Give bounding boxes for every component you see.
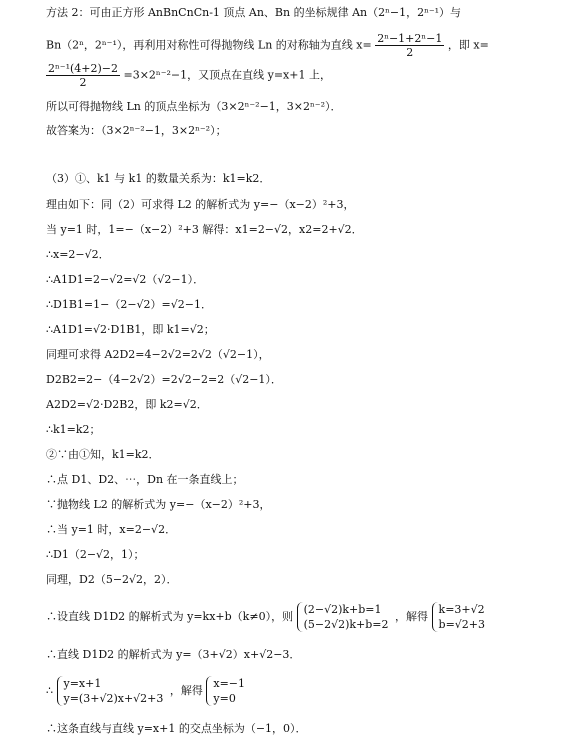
equation-system-line [46, 602, 488, 632]
text-line: ∴ [46, 684, 53, 697]
text-line: 所以可得抛物线 Ln 的顶点坐标为（3×2ⁿ⁻²−1，3×2ⁿ⁻²）． [46, 100, 342, 113]
text-line: （3）①、k1 与 k1 的数量关系为：k1=k2． [46, 172, 271, 185]
text-line: ∴A1D1=√2·D1B1，即 k1=√2； [46, 323, 215, 336]
text-line: 方法 2：可由正方形 AnBnCnCn-1 顶点 An、Bn 的坐标规律 An（2ⁿ−1，2ⁿ⁻¹）与 [46, 6, 462, 19]
equation: b=√2+3 [438, 618, 486, 631]
text-line: ∴点 D1、D2、⋯，Dn 在一条直线上； [46, 473, 244, 486]
solution-system [206, 676, 248, 706]
equation-system [297, 602, 392, 632]
equation: (5−2√2)k+b=2 [303, 618, 389, 631]
text-line: 当 y=1 时，1=−（x−2）²+3 解得：x1=2−√2，x2=2+√2． [46, 223, 363, 236]
text-line: ∴A1D1=2−√2=√2（√2−1）． [46, 273, 205, 286]
text-line: ∴D1B1=1−（2−√2）=√2−1． [46, 298, 212, 311]
text-line: 理由如下：同（2）可求得 L2 的解析式为 y=−（x−2）²+3， [46, 198, 355, 211]
text-line: 同理可求得 A2D2=4−2√2=2√2（√2−1）， [46, 348, 270, 361]
text-line: ，解得 [169, 684, 203, 697]
text-line: ②∵由①知，k1=k2． [46, 448, 160, 461]
text-line: ∴k1=k2； [46, 423, 101, 436]
equation: y=x+1 [63, 677, 102, 690]
text-line: 故答案为：（3×2ⁿ⁻²−1，3×2ⁿ⁻²）； [46, 124, 227, 137]
equation: y=0 [213, 692, 236, 705]
text-line: A2D2=√2·D2B2，即 k2=√2． [46, 398, 208, 411]
method2-intro [46, 6, 461, 20]
text-line: ，即 x= [447, 38, 489, 52]
text-line: Bn（2ⁿ，2ⁿ⁻¹），再利用对称性可得抛物线 Ln 的对称轴为直线 x= [46, 38, 372, 52]
symmetry-axis-line [46, 32, 489, 59]
vertex-x-line [46, 62, 331, 89]
solution-system [432, 602, 488, 632]
text-line: ∴x=2−√2． [46, 248, 110, 261]
line-equation: ∴直线 D1D2 的解析式为 y=（3+√2）x+√2−3． [46, 648, 301, 661]
fraction-denominator: 2 [79, 76, 87, 89]
text-line: =3×2ⁿ⁻²−1，又顶点在直线 y=x+1 上， [123, 68, 331, 82]
equation: x=−1 [213, 677, 246, 690]
text-line: 同理，D2（5−2√2，2）． [46, 573, 178, 586]
vertex-coordinate-line [46, 100, 341, 114]
intersection-answer: ∴这条直线与直线 y=x+1 的交点坐标为（−1，0）． [46, 722, 307, 735]
text-line: ∴设直线 D1D2 的解析式为 y=kx+b（k≠0），则 [46, 610, 294, 623]
text-line: ∴D1（2−√2，1）； [46, 548, 145, 561]
fraction-denominator: 2 [406, 46, 414, 59]
text-line: ，解得 [395, 610, 429, 623]
equation-system [57, 676, 167, 706]
fraction-numerator: 2ⁿ−1+2ⁿ−1 [377, 32, 443, 45]
equation: k=3+√2 [438, 603, 485, 616]
text-line: ∵抛物线 L2 的解析式为 y=−（x−2）²+3， [46, 498, 271, 511]
answer-line [46, 124, 227, 138]
text-line: ∴当 y=1 时，x=2−√2． [46, 523, 177, 536]
intersection-system-line [46, 676, 248, 706]
fraction [46, 62, 120, 89]
fraction-numerator: 2ⁿ⁻¹(4+2)−2 [48, 62, 118, 75]
part3-heading [46, 172, 270, 186]
equation: (2−√2)k+b=1 [303, 603, 382, 616]
equation: y=(3+√2)x+√2+3 [63, 692, 164, 705]
fraction [375, 32, 444, 59]
text-line: D2B2=2−（4−2√2）=2√2−2=2（√2−1）． [46, 373, 282, 386]
